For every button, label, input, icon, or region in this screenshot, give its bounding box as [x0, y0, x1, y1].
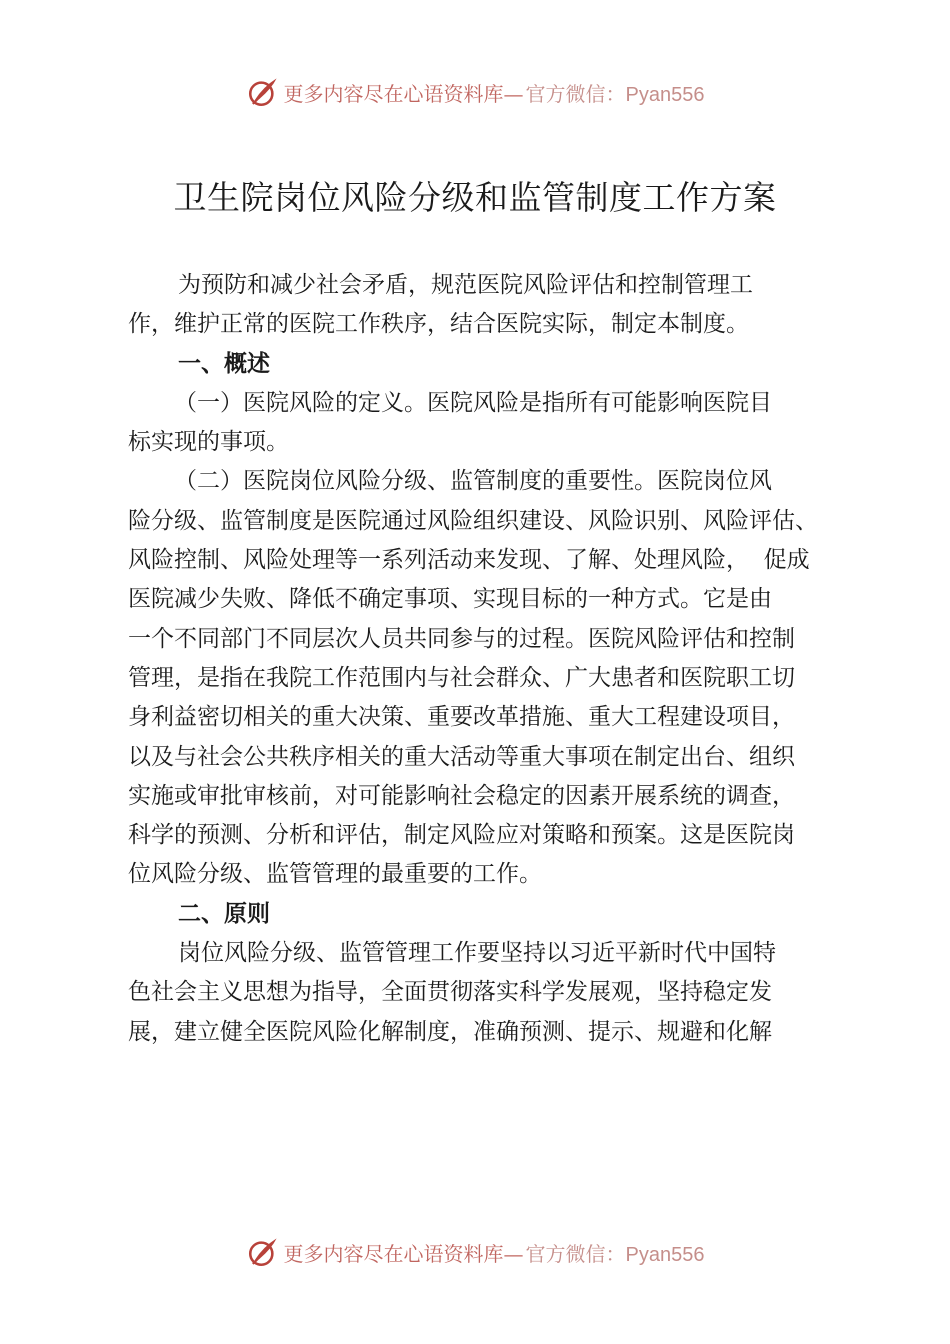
principles-line: 色社会主义思想为指导，全面贯彻落实科学发展观，坚持稳定发 [128, 979, 772, 1006]
item2-line: 位风险分级、监管管理的最重要的工作。 [128, 861, 542, 888]
item2-line: 以及与社会公共秩序相关的重大活动等重大事项在制定出台、组织 [128, 743, 795, 770]
intro-line: 为预防和减少社会矛盾，规范医院风险评估和控制管理工 [178, 272, 753, 298]
section-heading-principles: 二、原则 [178, 900, 270, 927]
watermark-contact: 官方微信：Pyan556 [525, 83, 705, 106]
item2-line: 一个不同部门不同层次人员共同参与的过程。医院风险评估和控制 [128, 625, 795, 652]
principles-line: 岗位风险分级、监管管理工作要坚持以习近平新时代中国特 [178, 940, 776, 967]
item2-line: 医院减少失败、降低不确定事项、实现目标的一种方式。它是由 [128, 586, 772, 613]
document-body [128, 266, 842, 1052]
document-title: 卫生院岗位风险分级和监管制度工作方案 [173, 178, 777, 217]
item2-line: （二）医院岗位风险分级、监管制度的重要性。医院岗位风 [174, 468, 772, 495]
item2-line: 险分级、监管制度是医院通过风险组织建设、风险识别、风险评估、 [128, 507, 818, 534]
watermark-header [0, 72, 950, 112]
watermark-text: 更多内容尽在心语资料库— [283, 1241, 524, 1266]
item2-line: 科学的预测、分析和评估，制定风险应对策略和预案。这是医院岗 [128, 822, 795, 849]
item1-line: 标实现的事项。 [128, 429, 289, 456]
quill-logo-icon [246, 75, 280, 109]
item2-line: 风险控制、风险处理等一系列活动来发现、了解、处理风险， 促成 [128, 547, 810, 574]
intro-line: 作，维护正常的医院工作秩序，结合医院实际，制定本制度。 [128, 311, 749, 338]
watermark-footer [0, 1232, 950, 1272]
item2-line: 实施或审批审核前，对可能影响社会稳定的因素开展系统的调查， [128, 782, 795, 809]
item1-line: （一）医院风险的定义。医院风险是指所有可能影响医院目 [174, 389, 772, 416]
item2-line: 身利益密切相关的重大决策、重要改革措施、重大工程建设项目， [128, 704, 795, 731]
quill-logo-icon [246, 1235, 280, 1269]
watermark-contact: 官方微信：Pyan556 [525, 1243, 705, 1266]
watermark-text: 更多内容尽在心语资料库— [283, 81, 524, 106]
item2-line: 管理，是指在我院工作范围内与社会群众、广大患者和医院职工切 [128, 664, 795, 691]
principles-line: 展，建立健全医院风险化解制度，准确预测、提示、规避和化解 [128, 1018, 772, 1045]
section-heading-overview: 一、概述 [178, 350, 270, 377]
